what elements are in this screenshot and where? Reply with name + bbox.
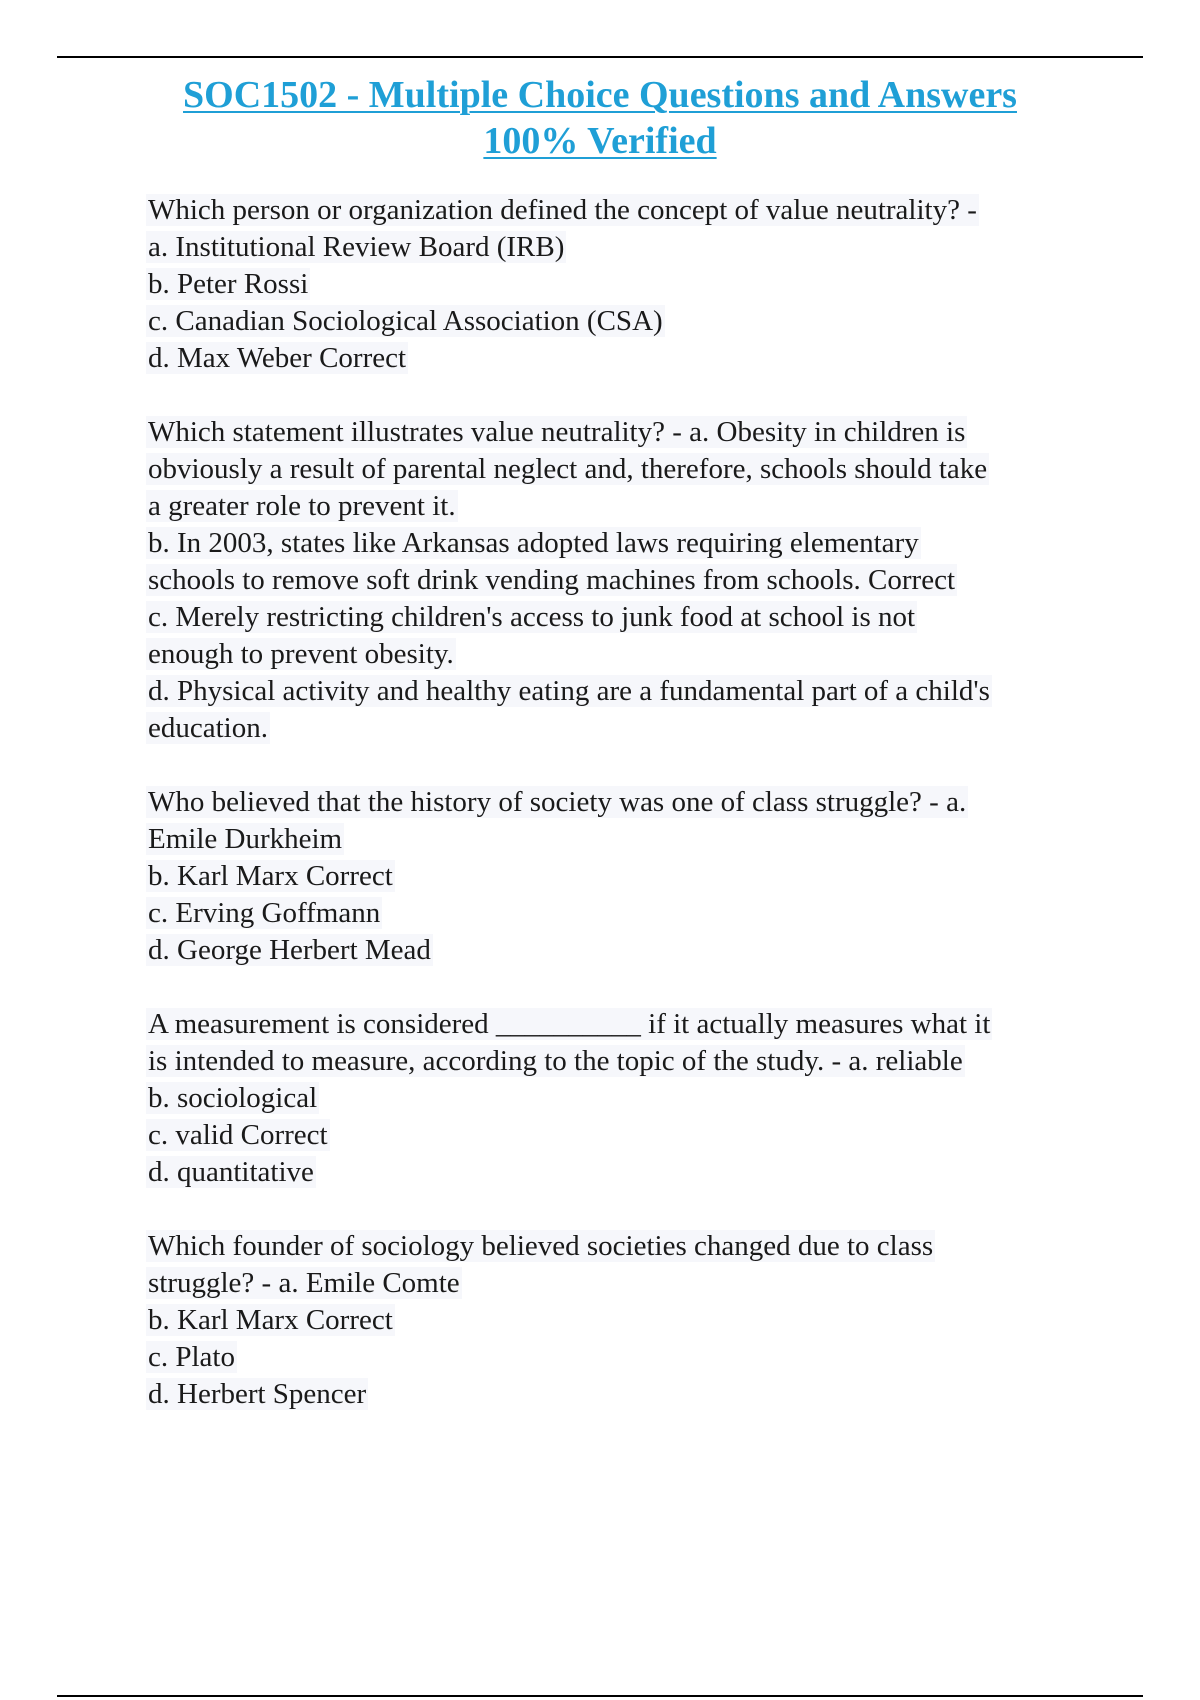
answer-option: c. Erving Goffmann: [148, 897, 381, 929]
answer-option: b. sociological: [148, 1082, 318, 1114]
question-list: [146, 192, 1086, 1450]
question-text: Which person or organization defined the concept of value neutrality? -: [148, 194, 977, 226]
question-text: is intended to measure, according to the topic of the study. - a. reliable: [148, 1045, 963, 1077]
question-text: Who believed that the history of society was one of class struggle? - a.: [148, 786, 967, 818]
answer-option: b. Peter Rossi: [148, 268, 309, 300]
answer-option: d. Max Weber Correct: [148, 342, 407, 374]
question-block-3: [146, 784, 1086, 969]
answer-option: schools to remove soft drink vending machines from schools. Correct: [148, 564, 956, 596]
question-text: a greater role to prevent it.: [148, 490, 456, 522]
question-block-2: [146, 414, 1086, 747]
title-line-2: 100% Verified: [483, 120, 717, 162]
top-rule: [57, 56, 1143, 58]
bottom-rule: [57, 1695, 1143, 1697]
question-text: A measurement is considered __________ if it actually measures what it: [148, 1008, 991, 1040]
answer-option: c. valid Correct: [148, 1119, 328, 1151]
question-text: struggle? - a. Emile Comte: [148, 1267, 460, 1299]
answer-option: enough to prevent obesity.: [148, 638, 454, 670]
answer-option: b. Karl Marx Correct: [148, 860, 393, 892]
document-title: [57, 72, 1143, 164]
answer-option: b. In 2003, states like Arkansas adopted laws requiring elementary: [148, 527, 919, 559]
answer-option: d. quantitative: [148, 1156, 314, 1188]
answer-option: a. Institutional Review Board (IRB): [148, 231, 565, 263]
question-text: Which founder of sociology believed societies changed due to class: [148, 1230, 934, 1262]
answer-option: c. Merely restricting children's access to junk food at school is not: [148, 601, 916, 633]
answer-option: d. George Herbert Mead: [148, 934, 431, 966]
answer-option: c. Plato: [148, 1341, 235, 1373]
answer-option: b. Karl Marx Correct: [148, 1304, 393, 1336]
question-block-5: [146, 1228, 1086, 1413]
answer-option: d. Herbert Spencer: [148, 1378, 367, 1410]
answer-option: d. Physical activity and healthy eating are a fundamental part of a child's: [148, 675, 990, 707]
question-block-4: [146, 1006, 1086, 1191]
answer-option: education.: [148, 712, 268, 744]
question-text: obviously a result of parental neglect and, therefore, schools should take: [148, 453, 988, 485]
question-text: Which statement illustrates value neutrality? - a. Obesity in children is: [148, 416, 966, 448]
question-block-1: [146, 192, 1086, 377]
answer-option: Emile Durkheim: [148, 823, 343, 855]
answer-option: c. Canadian Sociological Association (CSA): [148, 305, 663, 337]
title-line-1: SOC1502 - Multiple Choice Questions and Answers: [183, 74, 1017, 116]
